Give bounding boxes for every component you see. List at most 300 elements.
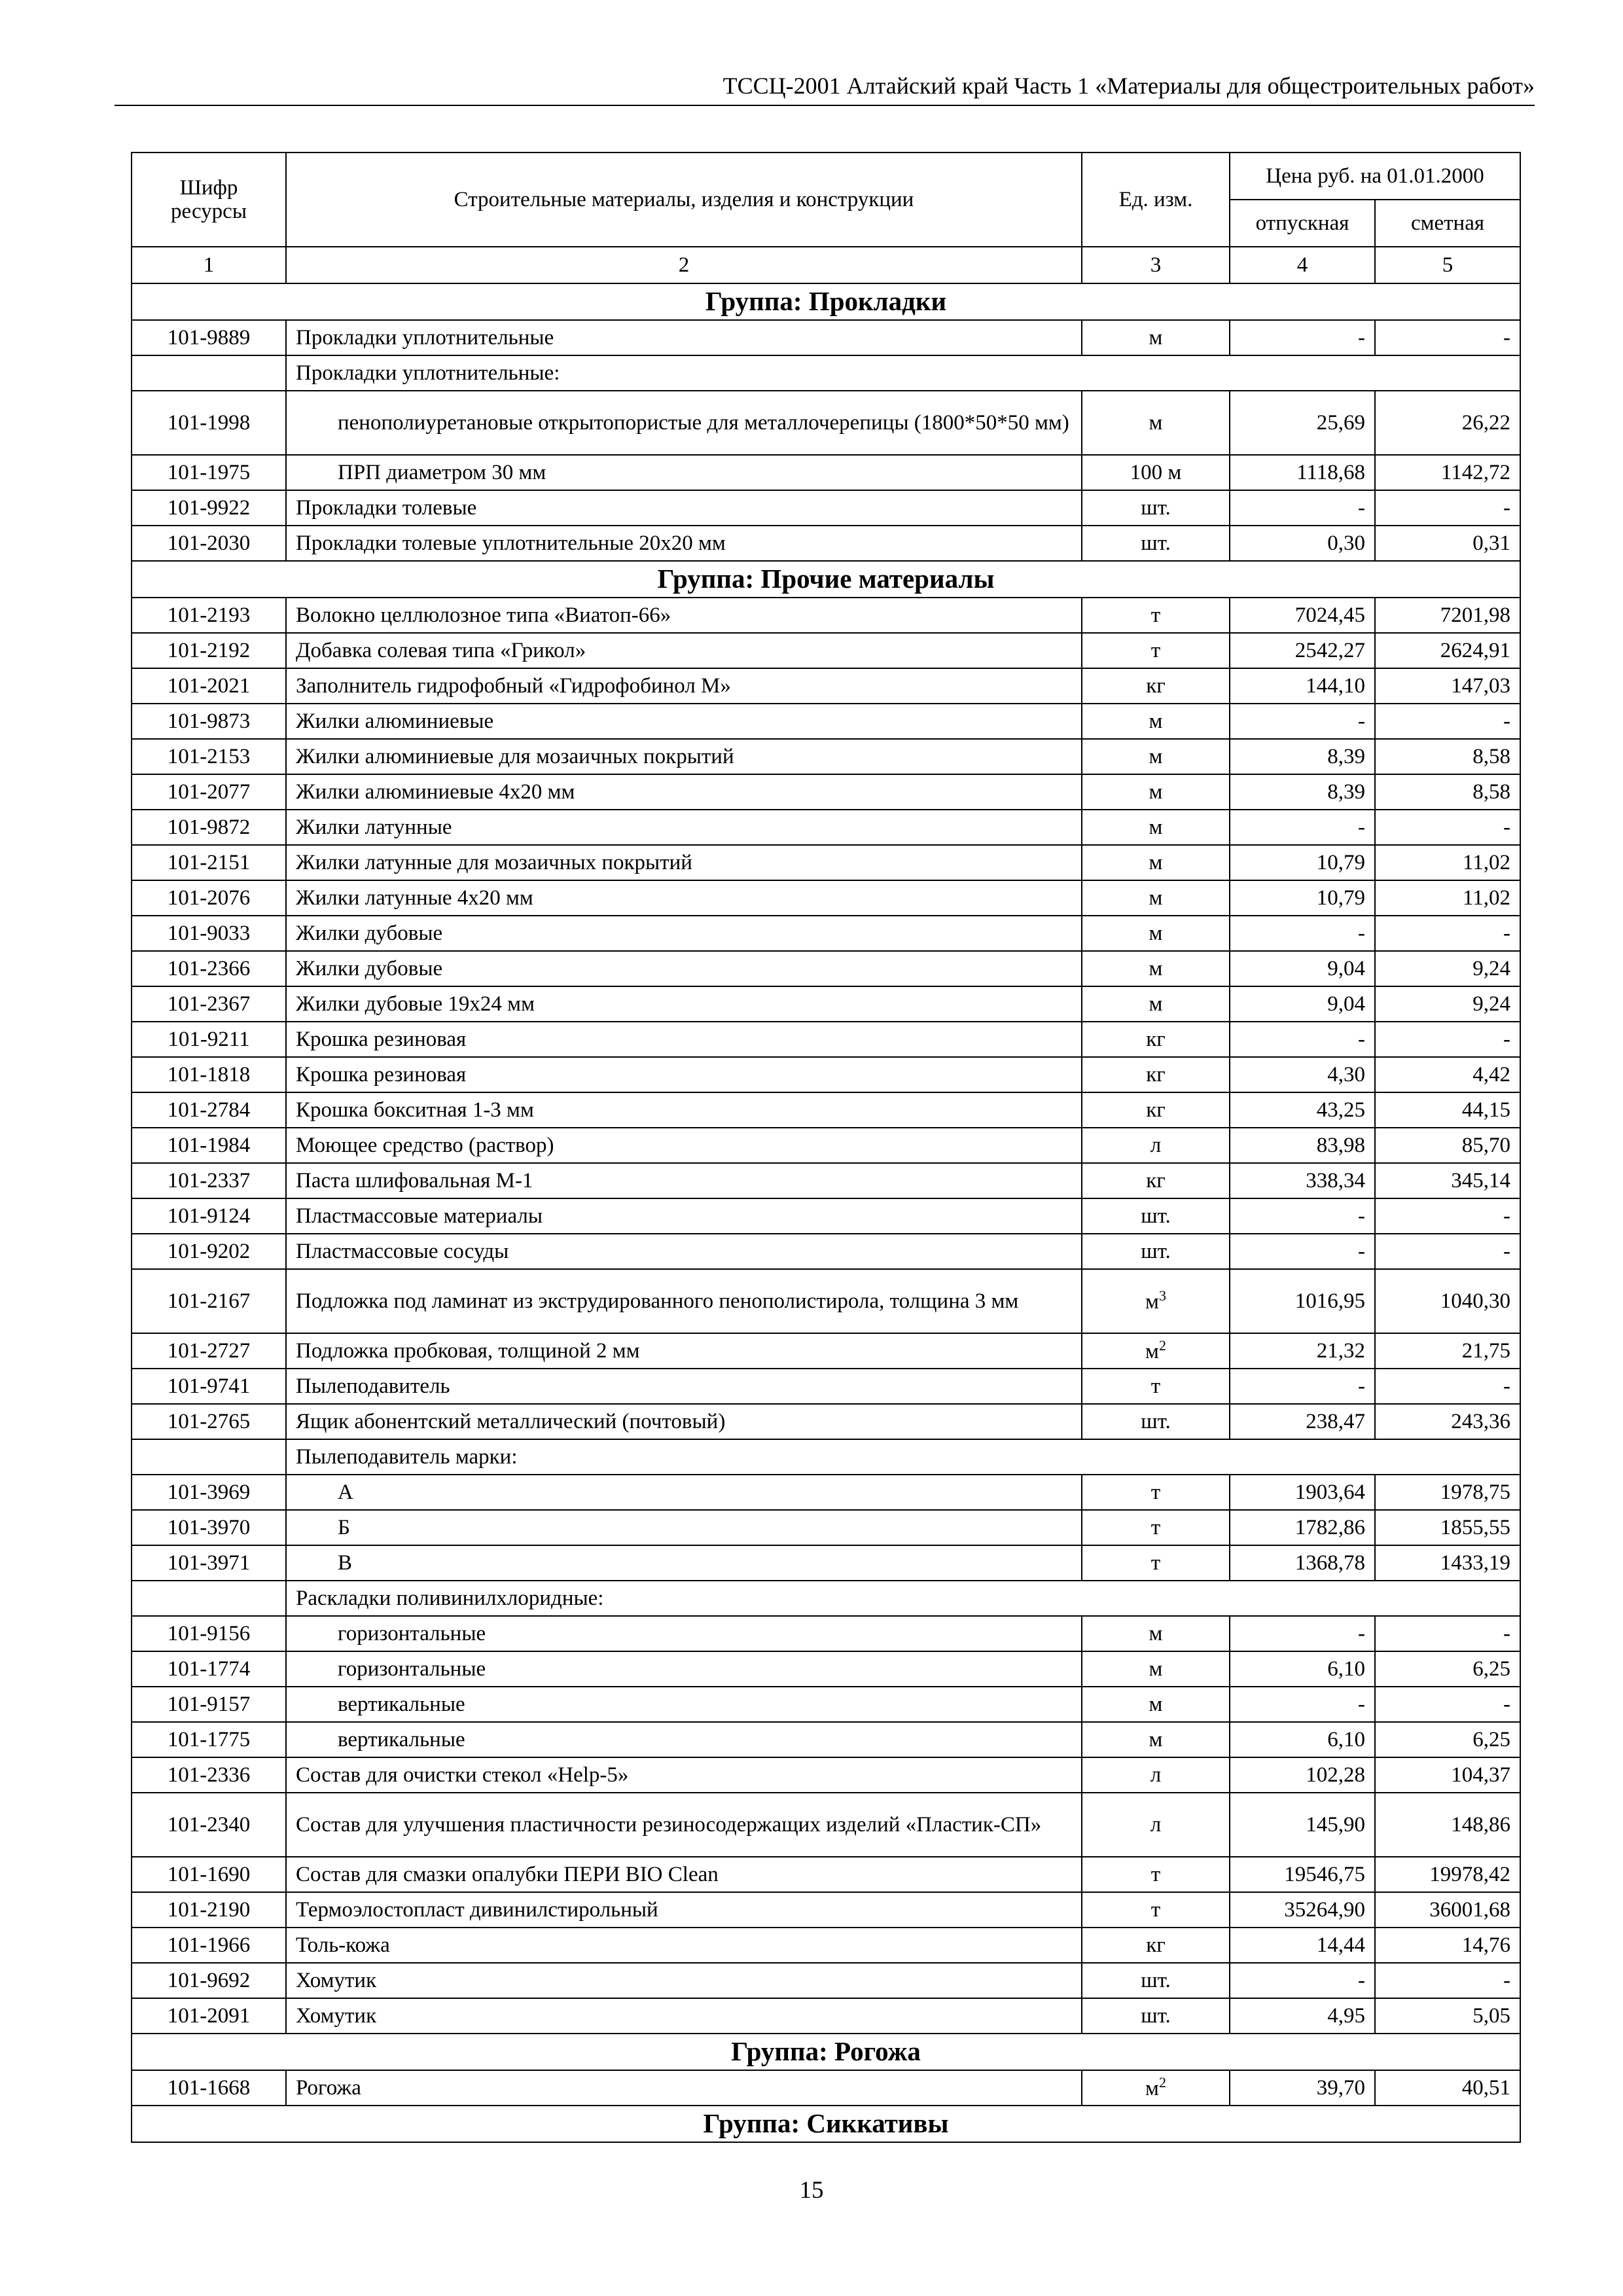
- materials-price-table: [131, 152, 1521, 2143]
- table-head: [132, 152, 1520, 283]
- release-price: -: [1230, 1234, 1375, 1269]
- estimate-price: 104,37: [1375, 1757, 1520, 1793]
- release-price: 25,69: [1230, 391, 1375, 455]
- release-price: -: [1230, 1687, 1375, 1722]
- unit: кг: [1146, 1027, 1166, 1051]
- release-price: -: [1230, 810, 1375, 845]
- col-header-name: Строительные материалы, изделия и конструкции: [286, 152, 1082, 247]
- resource-code: 101-2336: [132, 1757, 286, 1793]
- resource-code: 101-1818: [132, 1057, 286, 1092]
- material-row: [132, 916, 1520, 951]
- material-name: Жилки латунные 4х20 мм: [286, 880, 1082, 916]
- unit-cell: [1082, 1793, 1230, 1857]
- material-row: [132, 455, 1520, 490]
- unit: шт.: [1141, 2003, 1171, 2028]
- col-number: 1: [132, 247, 286, 283]
- unit-exponent: 3: [1158, 1287, 1166, 1304]
- estimate-price: 1142,72: [1375, 455, 1520, 490]
- material-row: [132, 704, 1520, 739]
- material-row: [132, 1963, 1520, 1998]
- estimate-price: 11,02: [1375, 845, 1520, 880]
- release-price: 19546,75: [1230, 1857, 1375, 1892]
- estimate-price: 40,51: [1375, 2070, 1520, 2106]
- estimate-price: -: [1375, 810, 1520, 845]
- unit: м: [1149, 780, 1163, 804]
- release-price: 338,34: [1230, 1163, 1375, 1198]
- resource-code: 101-9124: [132, 1198, 286, 1234]
- material-name: горизонтальные: [286, 1651, 1082, 1687]
- estimate-price: 19978,42: [1375, 1857, 1520, 1892]
- material-row: [132, 739, 1520, 774]
- resource-code: 101-9922: [132, 490, 286, 526]
- group-heading-row: [132, 561, 1520, 598]
- estimate-price: -: [1375, 704, 1520, 739]
- estimate-price: 21,75: [1375, 1333, 1520, 1369]
- unit: т: [1150, 603, 1161, 627]
- unit-cell: [1082, 1857, 1230, 1892]
- release-price: 6,10: [1230, 1651, 1375, 1687]
- material-name: Моющее средство (раствор): [286, 1128, 1082, 1163]
- material-name: Толь-кожа: [286, 1928, 1082, 1963]
- unit-cell: [1082, 1475, 1230, 1510]
- unit: м: [1149, 1692, 1163, 1716]
- unit-cell: [1082, 598, 1230, 633]
- resource-code: 101-2091: [132, 1998, 286, 2034]
- unit-cell: [1082, 774, 1230, 810]
- resource-code: 101-3969: [132, 1475, 286, 1510]
- release-price: 21,32: [1230, 1333, 1375, 1369]
- unit: м: [1149, 744, 1163, 768]
- release-price: 1903,64: [1230, 1475, 1375, 1510]
- material-name: Жилки латунные: [286, 810, 1082, 845]
- estimate-price: 7201,98: [1375, 598, 1520, 633]
- unit: м: [1149, 325, 1163, 350]
- unit-cell: [1082, 1333, 1230, 1369]
- material-name: Прокладки толевые: [286, 490, 1082, 526]
- release-price: 8,39: [1230, 774, 1375, 810]
- unit-cell: [1082, 1757, 1230, 1793]
- group-title: Группа: Прокладки: [132, 283, 1520, 320]
- resource-code: 101-2193: [132, 598, 286, 633]
- unit-cell: [1082, 1057, 1230, 1092]
- unit: т: [1150, 1551, 1161, 1575]
- estimate-price: 345,14: [1375, 1163, 1520, 1198]
- unit: м: [1149, 410, 1163, 435]
- release-price: -: [1230, 1963, 1375, 1998]
- release-price: 1016,95: [1230, 1269, 1375, 1333]
- unit-cell: [1082, 1651, 1230, 1687]
- subheading-label: Прокладки уплотнительные:: [286, 355, 1520, 391]
- unit-cell: [1082, 1128, 1230, 1163]
- estimate-price: -: [1375, 1687, 1520, 1722]
- unit-cell: [1082, 1234, 1230, 1269]
- release-price: 43,25: [1230, 1092, 1375, 1128]
- resource-code: 101-2021: [132, 668, 286, 704]
- resource-code: 101-2077: [132, 774, 286, 810]
- estimate-price: 2624,91: [1375, 633, 1520, 668]
- resource-code: 101-2367: [132, 986, 286, 1022]
- unit: л: [1150, 1133, 1162, 1157]
- estimate-price: -: [1375, 320, 1520, 355]
- material-name: вертикальные: [286, 1722, 1082, 1757]
- unit: м: [1145, 2077, 1159, 2101]
- resource-code: 101-2076: [132, 880, 286, 916]
- material-name: Волокно целлюлозное типа «Виатоп-66»: [286, 598, 1082, 633]
- release-price: 6,10: [1230, 1722, 1375, 1757]
- material-name: Жилки дубовые: [286, 951, 1082, 986]
- empty-code-cell: [132, 355, 286, 391]
- release-price: 10,79: [1230, 845, 1375, 880]
- resource-code: 101-9033: [132, 916, 286, 951]
- estimate-price: -: [1375, 1963, 1520, 1998]
- resource-code: 101-2340: [132, 1793, 286, 1857]
- estimate-price: 5,05: [1375, 1998, 1520, 2034]
- material-row: [132, 633, 1520, 668]
- unit-cell: [1082, 1198, 1230, 1234]
- running-header: ТССЦ-2001 Алтайский край Часть 1 «Материалы для общестроительных работ»: [722, 73, 1535, 99]
- header-rule: [115, 105, 1535, 106]
- material-row: [132, 526, 1520, 561]
- material-name: вертикальные: [286, 1687, 1082, 1722]
- unit-cell: [1082, 1510, 1230, 1545]
- material-row: [132, 1892, 1520, 1928]
- unit: кг: [1146, 1098, 1166, 1122]
- resource-code: 101-2151: [132, 845, 286, 880]
- release-price: 7024,45: [1230, 598, 1375, 633]
- release-price: 238,47: [1230, 1404, 1375, 1439]
- resource-code: 101-9157: [132, 1687, 286, 1722]
- material-row: [132, 1198, 1520, 1234]
- group-heading-row: [132, 283, 1520, 320]
- material-name: Подложка под ламинат из экструдированного пенополистирола, толщина 3 мм: [286, 1269, 1082, 1333]
- unit-cell: [1082, 668, 1230, 704]
- estimate-price: 243,36: [1375, 1404, 1520, 1439]
- release-price: 2542,27: [1230, 633, 1375, 668]
- material-row: [132, 668, 1520, 704]
- unit: шт.: [1141, 531, 1171, 555]
- empty-code-cell: [132, 1439, 286, 1475]
- material-name: А: [286, 1475, 1082, 1510]
- unit: м: [1149, 850, 1163, 874]
- material-row: [132, 1475, 1520, 1510]
- resource-code: 101-2337: [132, 1163, 286, 1198]
- resource-code: 101-2153: [132, 739, 286, 774]
- estimate-price: 36001,68: [1375, 1892, 1520, 1928]
- material-row: [132, 1092, 1520, 1128]
- resource-code: 101-3970: [132, 1510, 286, 1545]
- material-name: Пластмассовые сосуды: [286, 1234, 1082, 1269]
- material-row: [132, 1057, 1520, 1092]
- unit-cell: [1082, 1163, 1230, 1198]
- unit: т: [1150, 1897, 1161, 1922]
- unit-cell: [1082, 916, 1230, 951]
- material-row: [132, 1998, 1520, 2034]
- unit-cell: [1082, 2070, 1230, 2106]
- estimate-price: 6,25: [1375, 1722, 1520, 1757]
- release-price: 1368,78: [1230, 1545, 1375, 1581]
- material-name: Б: [286, 1510, 1082, 1545]
- material-row: [132, 774, 1520, 810]
- unit: шт.: [1141, 1409, 1171, 1433]
- unit-cell: [1082, 1404, 1230, 1439]
- unit: м: [1145, 1340, 1159, 1364]
- material-name: Жилки алюминиевые 4х20 мм: [286, 774, 1082, 810]
- material-row: [132, 1128, 1520, 1163]
- resource-code: 101-3971: [132, 1545, 286, 1581]
- material-row: [132, 810, 1520, 845]
- release-price: -: [1230, 1616, 1375, 1651]
- material-name: Жилки дубовые 19х24 мм: [286, 986, 1082, 1022]
- empty-code-cell: [132, 1581, 286, 1616]
- unit-exponent: 2: [1158, 1337, 1166, 1354]
- material-name: Крошка резиновая: [286, 1022, 1082, 1057]
- release-price: 9,04: [1230, 951, 1375, 986]
- estimate-price: 9,24: [1375, 951, 1520, 986]
- unit: т: [1150, 1862, 1161, 1886]
- col-header-estimate-price: сметная: [1375, 200, 1520, 247]
- unit-exponent: 2: [1158, 2074, 1166, 2091]
- page-number: 15: [799, 2177, 824, 2204]
- unit-cell: [1082, 986, 1230, 1022]
- material-row: [132, 1022, 1520, 1057]
- unit-cell: [1082, 704, 1230, 739]
- unit: 100 м: [1130, 460, 1182, 484]
- resource-code: 101-2727: [132, 1333, 286, 1369]
- material-row: [132, 1234, 1520, 1269]
- estimate-price: 44,15: [1375, 1092, 1520, 1128]
- estimate-price: 1855,55: [1375, 1510, 1520, 1545]
- group-heading-row: [132, 2034, 1520, 2070]
- release-price: -: [1230, 320, 1375, 355]
- resource-code: 101-1975: [132, 455, 286, 490]
- unit-cell: [1082, 951, 1230, 986]
- material-row: [132, 1928, 1520, 1963]
- unit: т: [1150, 1374, 1161, 1398]
- material-row: [132, 951, 1520, 986]
- material-name: Заполнитель гидрофобный «Гидрофобинол М»: [286, 668, 1082, 704]
- unit: м: [1149, 709, 1163, 733]
- material-row: [132, 1757, 1520, 1793]
- unit-cell: [1082, 1022, 1230, 1057]
- unit: шт.: [1141, 1239, 1171, 1263]
- unit: л: [1150, 1763, 1162, 1787]
- material-row: [132, 1545, 1520, 1581]
- release-price: 10,79: [1230, 880, 1375, 916]
- estimate-price: -: [1375, 1198, 1520, 1234]
- unit-cell: [1082, 1616, 1230, 1651]
- estimate-price: 1978,75: [1375, 1475, 1520, 1510]
- material-row: [132, 1722, 1520, 1757]
- estimate-price: -: [1375, 1022, 1520, 1057]
- estimate-price: 8,58: [1375, 739, 1520, 774]
- material-name: Крошка резиновая: [286, 1057, 1082, 1092]
- unit: м: [1149, 956, 1163, 980]
- resource-code: 101-1966: [132, 1928, 286, 1963]
- group-title: Группа: Прочие материалы: [132, 561, 1520, 598]
- unit-cell: [1082, 1545, 1230, 1581]
- release-price: 1782,86: [1230, 1510, 1375, 1545]
- material-row: [132, 1651, 1520, 1687]
- resource-code: 101-2030: [132, 526, 286, 561]
- group-title: Группа: Сиккативы: [132, 2106, 1520, 2142]
- unit-cell: [1082, 1687, 1230, 1722]
- estimate-price: 1433,19: [1375, 1545, 1520, 1581]
- material-row: [132, 1333, 1520, 1369]
- unit-cell: [1082, 1963, 1230, 1998]
- estimate-price: 14,76: [1375, 1928, 1520, 1963]
- material-name: горизонтальные: [286, 1616, 1082, 1651]
- unit: м: [1149, 1657, 1163, 1681]
- table-body: [132, 283, 1520, 2142]
- group-title: Группа: Рогожа: [132, 2034, 1520, 2070]
- material-row: [132, 1857, 1520, 1892]
- material-row: [132, 1163, 1520, 1198]
- unit: л: [1150, 1812, 1162, 1837]
- col-header-unit: Ед. изм.: [1082, 152, 1230, 247]
- material-row: [132, 845, 1520, 880]
- unit: кг: [1146, 1168, 1166, 1193]
- unit-cell: [1082, 1722, 1230, 1757]
- material-row: [132, 2070, 1520, 2106]
- material-name: Жилки алюминиевые: [286, 704, 1082, 739]
- release-price: 144,10: [1230, 668, 1375, 704]
- material-row: [132, 1404, 1520, 1439]
- material-name: Пластмассовые материалы: [286, 1198, 1082, 1234]
- subheading-label: Раскладки поливинилхлоридные:: [286, 1581, 1520, 1616]
- unit-cell: [1082, 1892, 1230, 1928]
- resource-code: 101-2765: [132, 1404, 286, 1439]
- unit-cell: [1082, 739, 1230, 774]
- resource-code: 101-9202: [132, 1234, 286, 1269]
- material-row: [132, 391, 1520, 455]
- material-name: Состав для улучшения пластичности резиносодержащих изделий «Пластик-СП»: [286, 1793, 1082, 1857]
- unit: кг: [1146, 1062, 1166, 1086]
- resource-code: 101-9872: [132, 810, 286, 845]
- material-name: Прокладки уплотнительные: [286, 320, 1082, 355]
- col-number: 5: [1375, 247, 1520, 283]
- material-row: [132, 1510, 1520, 1545]
- resource-code: 101-9211: [132, 1022, 286, 1057]
- unit-cell: [1082, 633, 1230, 668]
- release-price: 39,70: [1230, 2070, 1375, 2106]
- unit: т: [1150, 1515, 1161, 1539]
- material-name: Состав для очистки стекол «Help-5»: [286, 1757, 1082, 1793]
- material-name: Рогожа: [286, 2070, 1082, 2106]
- resource-code: 101-1998: [132, 391, 286, 455]
- col-number: 3: [1082, 247, 1230, 283]
- unit: м: [1145, 1290, 1159, 1314]
- resource-code: 101-2366: [132, 951, 286, 986]
- material-row: [132, 490, 1520, 526]
- unit: т: [1150, 638, 1161, 662]
- material-name: В: [286, 1545, 1082, 1581]
- unit-cell: [1082, 320, 1230, 355]
- estimate-price: 4,42: [1375, 1057, 1520, 1092]
- unit: м: [1149, 1727, 1163, 1751]
- estimate-price: 9,24: [1375, 986, 1520, 1022]
- resource-code: 101-1668: [132, 2070, 286, 2106]
- unit: кг: [1146, 673, 1166, 698]
- material-name: Пылеподавитель: [286, 1369, 1082, 1404]
- subheading-row: [132, 1439, 1520, 1475]
- unit-cell: [1082, 1092, 1230, 1128]
- unit: м: [1149, 1621, 1163, 1645]
- unit: шт.: [1141, 495, 1171, 520]
- material-name: Состав для смазки опалубки ПЕРИ BIO Clean: [286, 1857, 1082, 1892]
- estimate-price: -: [1375, 1369, 1520, 1404]
- material-name: Хомутик: [286, 1963, 1082, 1998]
- material-name: Подложка пробковая, толщиной 2 мм: [286, 1333, 1082, 1369]
- resource-code: 101-9692: [132, 1963, 286, 1998]
- material-name: Крошка бокситная 1-3 мм: [286, 1092, 1082, 1128]
- col-header-price: Цена руб. на 01.01.2000: [1230, 152, 1520, 200]
- release-price: 8,39: [1230, 739, 1375, 774]
- estimate-price: 148,86: [1375, 1793, 1520, 1857]
- material-row: [132, 1369, 1520, 1404]
- release-price: 14,44: [1230, 1928, 1375, 1963]
- resource-code: 101-2192: [132, 633, 286, 668]
- unit-cell: [1082, 526, 1230, 561]
- col-header-code: Шифр ресурсы: [132, 152, 286, 247]
- resource-code: 101-9156: [132, 1616, 286, 1651]
- estimate-price: 26,22: [1375, 391, 1520, 455]
- material-name: пенополиуретановые открытопористые для металлочерепицы (1800*50*50 мм): [286, 391, 1082, 455]
- estimate-price: -: [1375, 490, 1520, 526]
- material-row: [132, 320, 1520, 355]
- resource-code: 101-9889: [132, 320, 286, 355]
- material-name: Хомутик: [286, 1998, 1082, 2034]
- material-name: Ящик абонентский металлический (почтовый): [286, 1404, 1082, 1439]
- unit-cell: [1082, 1369, 1230, 1404]
- group-heading-row: [132, 2106, 1520, 2142]
- unit: м: [1149, 886, 1163, 910]
- estimate-price: 147,03: [1375, 668, 1520, 704]
- release-price: -: [1230, 916, 1375, 951]
- estimate-price: 8,58: [1375, 774, 1520, 810]
- unit-cell: [1082, 1998, 1230, 2034]
- unit: шт.: [1141, 1968, 1171, 1992]
- estimate-price: 6,25: [1375, 1651, 1520, 1687]
- resource-code: 101-2167: [132, 1269, 286, 1333]
- col-number: 2: [286, 247, 1082, 283]
- resource-code: 101-1984: [132, 1128, 286, 1163]
- unit: кг: [1146, 1933, 1166, 1957]
- material-row: [132, 1793, 1520, 1857]
- material-row: [132, 1687, 1520, 1722]
- estimate-price: -: [1375, 1616, 1520, 1651]
- release-price: 4,95: [1230, 1998, 1375, 2034]
- unit: т: [1150, 1480, 1161, 1504]
- estimate-price: 0,31: [1375, 526, 1520, 561]
- material-name: Прокладки толевые уплотнительные 20х20 мм: [286, 526, 1082, 561]
- unit-cell: [1082, 1269, 1230, 1333]
- release-price: 35264,90: [1230, 1892, 1375, 1928]
- unit: шт.: [1141, 1204, 1171, 1228]
- release-price: -: [1230, 704, 1375, 739]
- unit: м: [1149, 815, 1163, 839]
- estimate-price: 1040,30: [1375, 1269, 1520, 1333]
- release-price: 9,04: [1230, 986, 1375, 1022]
- estimate-price: -: [1375, 916, 1520, 951]
- resource-code: 101-2190: [132, 1892, 286, 1928]
- material-row: [132, 1269, 1520, 1333]
- release-price: 145,90: [1230, 1793, 1375, 1857]
- release-price: -: [1230, 1198, 1375, 1234]
- material-row: [132, 598, 1520, 633]
- resource-code: 101-1690: [132, 1857, 286, 1892]
- release-price: 102,28: [1230, 1757, 1375, 1793]
- material-row: [132, 880, 1520, 916]
